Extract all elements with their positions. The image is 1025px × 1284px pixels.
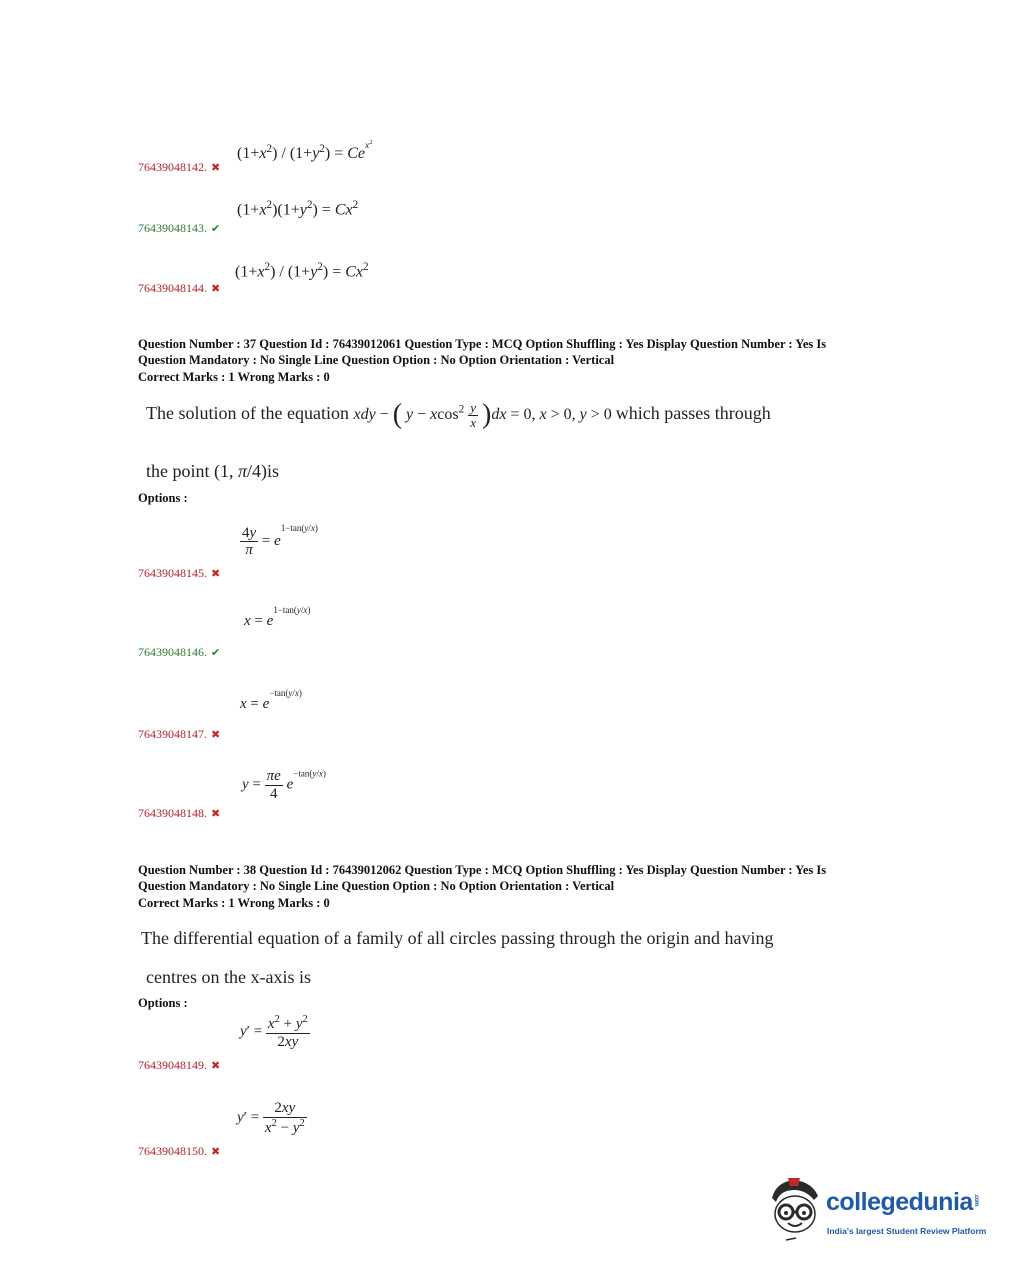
option-id: 76439048147. ✖ bbox=[138, 727, 221, 741]
option-id: 76439048148. ✖ bbox=[138, 806, 221, 820]
wrong-mark-icon: ✖ bbox=[211, 568, 221, 580]
option-id: 76439048145. ✖ bbox=[138, 566, 221, 580]
question-meta: Question Number : 37 Question Id : 76439012061 Question Type : MCQ Option Shuffling : Yes Display Question Number : Yes Is Question Mandatory : No Single Line Question Option : No Option Orientation : Vertical Correct Marks : 1 Wrong Marks : 0 bbox=[138, 337, 827, 384]
question-text: The differential equation of a family of all circles passing through the origin and having bbox=[141, 928, 774, 948]
wrong-mark-icon: ✖ bbox=[211, 283, 221, 295]
wrong-mark-icon: ✖ bbox=[211, 162, 221, 174]
options-label: Options : bbox=[138, 996, 188, 1010]
check-mark-icon: ✔ bbox=[211, 223, 221, 235]
option-id: 76439048150. ✖ bbox=[138, 1144, 221, 1158]
option-id: 76439048142. ✖ bbox=[138, 160, 221, 174]
check-mark-icon: ✔ bbox=[211, 647, 221, 659]
question-text: the point (1, π/4)is bbox=[146, 461, 280, 481]
option-formula: $\frac{4y}{\pi}$ = $e^{1-tan(y/x)}$ bbox=[242, 523, 318, 559]
option-formula: y = $\frac{\pi e}{4}$ $e^{-tan(y/x)}$ bbox=[242, 768, 326, 802]
option-formula: $x = e^{-tan(y/x)}$ bbox=[240, 688, 302, 712]
option-formula: y′ = $\frac{x^2 + y^2}{2xy}$ bbox=[240, 1014, 308, 1050]
logo-suffix: .com bbox=[972, 1193, 979, 1206]
option-id: 76439048143. ✔ bbox=[138, 221, 221, 235]
option-id: 76439048144. ✖ bbox=[138, 281, 221, 295]
option-formula: $(1+x^2) / (1+y^2) = Ce^{x^2}$ bbox=[237, 139, 373, 163]
question-text: centres on the x-axis is bbox=[146, 967, 311, 987]
option-formula: $x = e^{1-tan(y/x)}$ bbox=[244, 605, 311, 629]
wrong-mark-icon: ✖ bbox=[211, 729, 221, 741]
question-meta: Question Number : 38 Question Id : 76439012062 Question Type : MCQ Option Shuffling : Yes Display Question Number : Yes Is Question Mandatory : No Single Line Question Option : No Option Orientation : Vertical Correct Marks : 1 Wrong Marks : 0 bbox=[138, 863, 827, 910]
option-id: 76439048146. ✔ bbox=[138, 645, 221, 659]
options-label: Options : bbox=[138, 491, 188, 505]
mascot-icon bbox=[766, 1176, 824, 1246]
option-formula: $(1+x^2) / (1+y^2) = Cx^2$ bbox=[235, 261, 369, 281]
option-formula: $(1+x^2)(1+y^2) = Cx^2$ bbox=[237, 199, 359, 219]
question-text: The solution of the equation xdy − ( y − xcos$^2$ $\frac{y}{x}$ )dx = 0, x > 0, y > 0 which passes through bbox=[146, 399, 771, 430]
wrong-mark-icon: ✖ bbox=[211, 1060, 221, 1072]
logo-wordmark: collegedunia bbox=[826, 1188, 973, 1216]
collegedunia-logo bbox=[766, 1176, 996, 1248]
wrong-mark-icon: ✖ bbox=[211, 808, 221, 820]
wrong-mark-icon: ✖ bbox=[211, 1146, 221, 1158]
logo-tagline: India's largest Student Review Platform bbox=[827, 1226, 987, 1236]
option-formula: y′ = $\frac{2xy}{x^2 - y^2}$ bbox=[237, 1100, 305, 1136]
option-id: 76439048149. ✖ bbox=[138, 1058, 221, 1072]
